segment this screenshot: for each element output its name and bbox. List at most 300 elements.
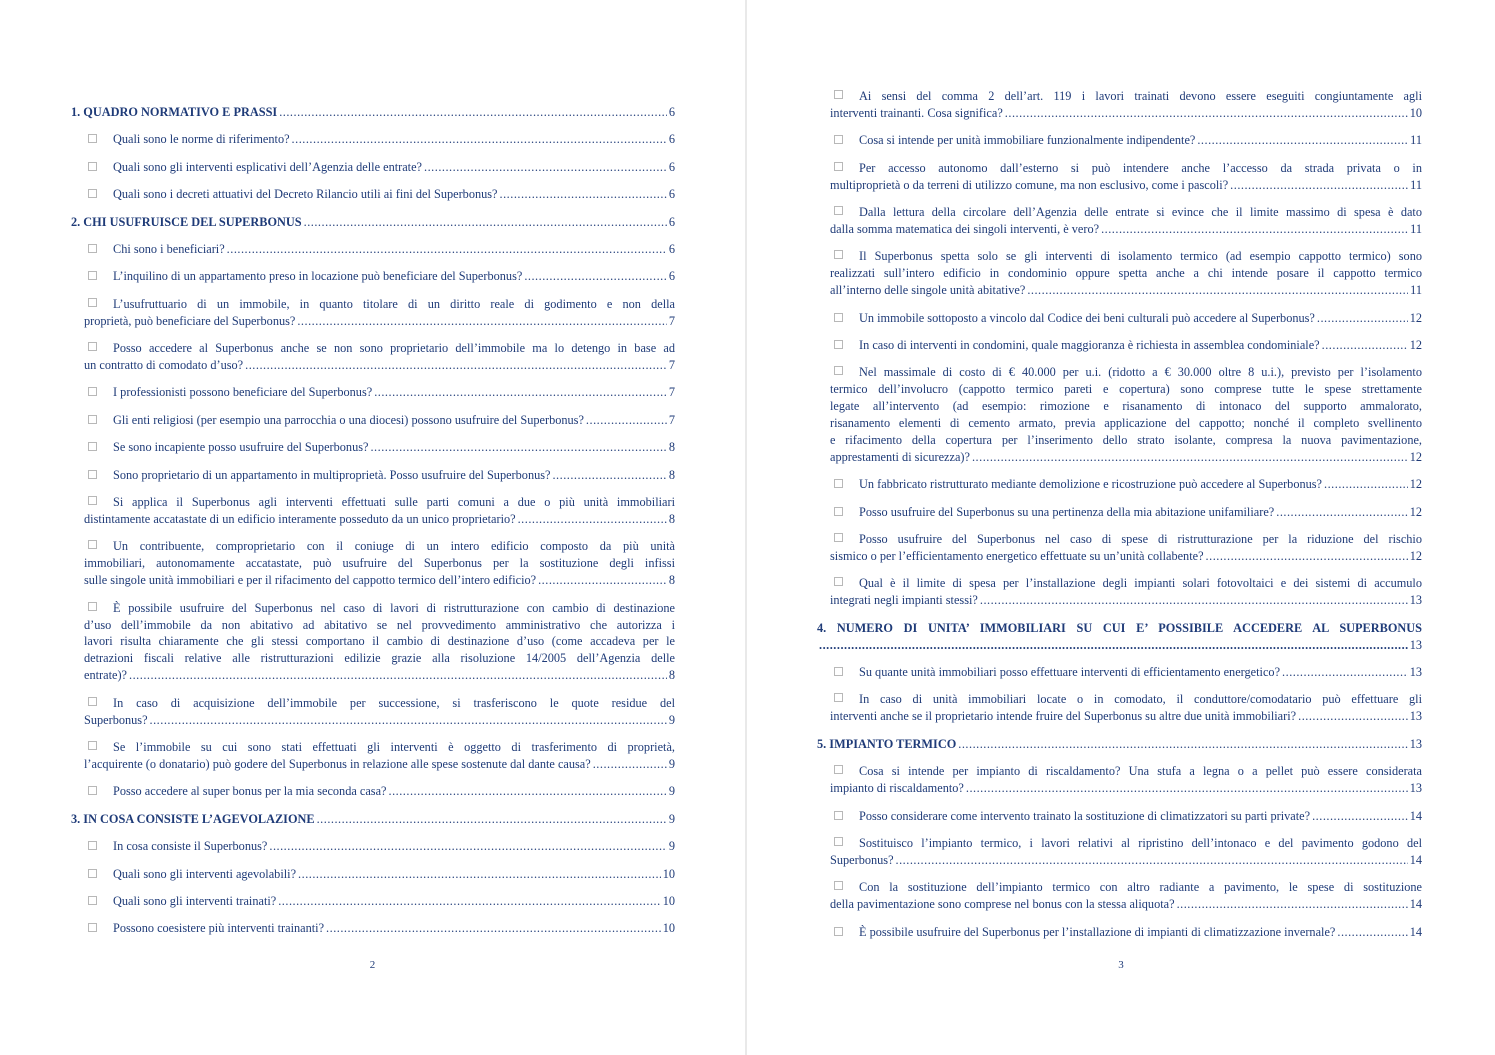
checkbox-bullet-icon: [88, 189, 97, 198]
checkbox-bullet-icon: [88, 896, 97, 905]
toc-entry-line-text: e rifacimento della copertura per l’inserimento dello strato isolante, compresa la nuova pavimentazione,: [830, 433, 1422, 447]
toc-entry[interactable]: [830, 763, 1422, 797]
toc-entry-title: Quali sono gli interventi esplicativi dell’Agenzia delle entrate?: [113, 159, 423, 174]
toc-entry-title: Possono coesistere più interventi trainanti?: [113, 921, 325, 936]
toc-entry[interactable]: [830, 364, 1422, 465]
checkbox-bullet-icon: [88, 540, 97, 549]
toc-entry-line-text: sismico o per l’efficientamento energetico effettuate su un’unità collabente?: [830, 549, 1204, 564]
toc-entry-line: [830, 763, 1422, 780]
toc-entry[interactable]: [84, 783, 675, 800]
toc-section-heading[interactable]: [71, 811, 675, 828]
dot-leader: [298, 866, 661, 883]
checkbox-bullet-icon: [834, 507, 843, 516]
toc-entry[interactable]: [830, 575, 1422, 609]
toc-page-number: 12: [1409, 477, 1422, 492]
toc-entry[interactable]: [84, 494, 675, 528]
dot-leader: [538, 572, 667, 589]
toc-entry-line-text: L’usufruttuario di un immobile, in quanto titolare di un diritto reale di godimento e non della: [113, 296, 675, 311]
toc-page-number: 13: [1409, 665, 1422, 680]
toc-entry-title: L’inquilino di un appartamento preso in locazione può beneficiare del Superbonus?: [113, 269, 523, 284]
toc-entry-line-text: apprestamenti di sicurezza)?: [830, 449, 970, 464]
checkbox-bullet-icon: [88, 786, 97, 795]
toc-page-number: 12: [1409, 337, 1422, 352]
toc-section-heading[interactable]: [71, 214, 675, 231]
toc-page-number: 6: [668, 105, 675, 119]
toc-entry-last-line: [84, 756, 675, 773]
toc-entry-line: [830, 204, 1422, 221]
toc-entry[interactable]: [830, 879, 1422, 913]
toc-page-number: 6: [668, 187, 675, 202]
dot-leader: [317, 811, 667, 828]
dot-leader: [279, 104, 667, 121]
toc-entry-title: 1. QUADRO NORMATIVO E PRASSI: [71, 105, 278, 119]
toc-entry-title: Posso accedere al super bonus per la mia seconda casa?: [113, 784, 387, 799]
toc-entry-line-text: entrate)?: [84, 668, 128, 683]
toc-page-number: 14: [1409, 924, 1422, 939]
toc-entry-line-text: Posso accedere al Superbonus anche se non sono proprietario dell’immobile ma lo detengo in base ad: [113, 341, 675, 356]
dot-leader: [1177, 896, 1408, 913]
dot-leader: [1282, 664, 1408, 681]
toc-entry-line-text: Per accesso autonomo dall’esterno si può intendere anche l’accesso da strada privata o in: [859, 160, 1422, 175]
toc-page-number: 12: [1409, 449, 1422, 464]
dot-leader: [1101, 221, 1408, 238]
toc-entry[interactable]: [84, 439, 675, 456]
toc-entry-line: [84, 538, 675, 555]
toc-entry[interactable]: [84, 893, 675, 910]
toc-entry-line-text: all’interno delle singole unità abitative?: [830, 283, 1026, 298]
toc-entry-line-text: È possibile usufruire del Superbonus nel caso di lavori di ristrutturazione con cambio di destinazione: [113, 600, 675, 615]
checkbox-bullet-icon: [834, 135, 843, 144]
toc-entry-line: [830, 415, 1422, 432]
toc-entry-line-text: In caso di unità immobiliari locate o in comodato, il conduttore/comodatario può effettuare gli: [859, 692, 1422, 707]
toc-entry-line: [84, 695, 675, 712]
toc-entry[interactable]: [84, 739, 675, 773]
toc-page-number: 12: [1409, 549, 1422, 564]
dot-leader: [1324, 476, 1408, 493]
toc-entry-title: Gli enti religiosi (per esempio una parrocchia o una diocesi) possono usufruire del Superbonus?: [113, 412, 584, 427]
toc-entry-last-line: [830, 896, 1422, 913]
checkbox-bullet-icon: [834, 90, 843, 99]
toc-entry-last-line: [84, 511, 675, 528]
checkbox-bullet-icon: [88, 470, 97, 479]
dot-leader: [1322, 337, 1408, 354]
toc-entry-line-text: proprietà, può beneficiare del Superbonus?: [84, 313, 296, 328]
toc-entry-line-text: lavori risulta chiaramente che gli stessi comportano il cambio di destinazione d’uso (come accadeva per le: [84, 634, 675, 649]
toc-entry[interactable]: [84, 412, 675, 429]
toc-entry-line-text: detrazioni fiscali relative alle ristrutturazioni edilizie grazie alla risoluzione 14/2005 dell’Agenzia delle: [84, 651, 675, 666]
toc-entry-title: Quali sono le norme di riferimento?: [113, 132, 290, 147]
toc-page-number: 10: [662, 866, 675, 881]
toc-entry-line-text: distintamente accatastate di un edificio interamente posseduto da un unico proprietario?: [84, 512, 516, 526]
dot-leader: [374, 384, 667, 401]
toc-entry-line-text: risanamento elementi di cemento armato, previa applicazione del cappotto; nonché il completo svellinento: [830, 416, 1422, 431]
toc-entry-line: [84, 617, 675, 634]
checkbox-bullet-icon: [88, 496, 97, 505]
toc-entry-last-line: [830, 708, 1422, 725]
toc-entry-title: Cosa si intende per unità immobiliare funzionalmente indipendente?: [859, 133, 1196, 148]
toc-entry-line-text: l’acquirente (o donatario) può godere del Superbonus in relazione alle spese sostenute dal dante causa?: [84, 756, 591, 771]
toc-page-number: 10: [1409, 105, 1422, 120]
page-left: [0, 0, 745, 1055]
toc-entry[interactable]: [84, 340, 675, 374]
dot-leader: [1197, 132, 1408, 149]
toc-entry[interactable]: [84, 186, 675, 203]
checkbox-bullet-icon: [834, 313, 843, 322]
toc-page-number: 13: [1409, 781, 1422, 796]
toc-page-number: 8: [668, 573, 675, 588]
toc-page-number: 8: [668, 467, 675, 482]
dot-leader: [500, 186, 667, 203]
toc-entry-title: È possibile usufruire del Superbonus per l’installazione di impianti di climatizzazione invernale?: [859, 924, 1336, 939]
dot-leader: [593, 756, 667, 773]
toc-entry-line-text: Sostituisco l’impianto termico, i lavori relativi al ripristino dell’intonaco e del pavimento godono del: [859, 835, 1422, 850]
toc-entry-line-text: interventi trainanti. Cosa significa?: [830, 105, 1003, 120]
toc-entry-line-text: Superbonus?: [84, 712, 148, 727]
toc-entry-line: [830, 364, 1422, 381]
toc-entry-last-line: [84, 313, 675, 330]
toc-entry-last-line: [830, 780, 1422, 797]
toc-section-heading[interactable]: [817, 620, 1422, 654]
toc-entry-last-line: [84, 357, 675, 374]
dot-leader: [1312, 808, 1408, 825]
toc-entry-line-text: Ai sensi del comma 2 dell’art. 119 i lavori trainati devono essere eseguiti congiuntamente agli: [859, 89, 1422, 103]
checkbox-bullet-icon: [88, 602, 97, 611]
toc-entry[interactable]: [830, 204, 1422, 238]
toc-entry-line: [830, 160, 1422, 177]
toc-entry-title: Posso considerare come intervento trainato la sostituzione di climatizzatori su parti private?: [859, 808, 1311, 823]
toc-page-number: 12: [1409, 310, 1422, 325]
toc-entry-line: [84, 494, 675, 511]
toc-entry-last-line: [830, 592, 1422, 609]
checkbox-bullet-icon: [834, 693, 843, 702]
toc-entry[interactable]: [84, 920, 675, 937]
toc-entry-line-text: un contratto di comodato d’uso?: [84, 358, 244, 373]
toc-entry-title: 5. IMPIANTO TERMICO: [817, 736, 957, 751]
toc-entry-title: Un immobile sottoposto a vincolo dal Codice dei beni culturali può accedere al Superbonus?: [859, 310, 1315, 325]
dot-leader: [326, 920, 661, 937]
toc-entry-line: [84, 555, 675, 572]
toc-entry[interactable]: [830, 531, 1422, 565]
checkbox-bullet-icon: [88, 923, 97, 932]
toc-entry-line-text: Un contribuente, comproprietario con il coniuge di un intero edificio composto da più unità: [113, 539, 675, 554]
dot-leader: [524, 268, 667, 285]
dot-leader: [292, 131, 667, 148]
dot-leader: [819, 637, 1408, 654]
toc-entry-line-text: Dalla lettura della circolare dell’Agenzia delle entrate si evince che il limite massimo di spesa è dato: [859, 205, 1422, 220]
toc-page-number: 13: [1409, 709, 1422, 724]
toc-page-number: 11: [1410, 177, 1422, 192]
checkbox-bullet-icon: [834, 667, 843, 676]
checkbox-bullet-icon: [88, 342, 97, 351]
toc-page-number: 9: [668, 839, 675, 854]
toc-entry-line-text: realizzati sull’intero edificio in condominio oppure spetta anche a chi intende posare il cappotto termico: [830, 266, 1422, 281]
toc-entry[interactable]: [84, 384, 675, 401]
toc-entry-title: Posso usufruire del Superbonus su una pertinenza della mia abitazione unifamiliare?: [859, 504, 1275, 519]
toc-entry[interactable]: [830, 835, 1422, 869]
toc-entry[interactable]: [84, 467, 675, 484]
checkbox-bullet-icon: [88, 442, 97, 451]
toc-entry-line-text: Cosa si intende per impianto di riscaldamento? Una stufa a legna o a pellet può essere considerata: [859, 764, 1422, 779]
dot-leader: [552, 467, 666, 484]
toc-entry-title: 2. CHI USUFRUISCE DEL SUPERBONUS: [71, 214, 302, 229]
checkbox-bullet-icon: [88, 298, 97, 307]
toc-section-heading[interactable]: [817, 736, 1422, 753]
toc-entry-line-text: immobiliari, autonomamente accatastate, può usufruire del Superbonus per la sostituzione degli infissi: [84, 556, 675, 571]
toc-entry-line: [830, 381, 1422, 398]
toc-entry-line: [84, 296, 675, 313]
checkbox-bullet-icon: [834, 340, 843, 349]
dot-leader: [958, 736, 1407, 753]
toc-page-number: 9: [668, 784, 675, 799]
toc-entry-line: [84, 650, 675, 667]
dot-leader: [1317, 310, 1408, 327]
toc-entry[interactable]: [830, 132, 1422, 149]
toc-entry-title: Sono proprietario di un appartamento in multiproprietà. Posso usufruire del Superbonus?: [113, 467, 551, 482]
toc-page-number: 8: [668, 668, 675, 683]
toc-entry[interactable]: [84, 695, 675, 729]
dot-leader: [1276, 504, 1407, 521]
table-of-contents-left: [71, 104, 675, 937]
toc-entry-title: In caso di interventi in condomini, quale maggioranza è richiesta in assemblea condominiale?: [859, 337, 1320, 352]
toc-page-number: 10: [662, 893, 675, 908]
toc-entry-line-text: legate all’intervento (ad esempio: rimozione e risanamento di intonaco del supporto ammalorato,: [830, 399, 1422, 414]
dot-leader: [129, 667, 667, 684]
toc-page-number: 14: [1409, 852, 1422, 867]
toc-entry[interactable]: [84, 838, 675, 855]
checkbox-bullet-icon: [834, 366, 843, 375]
toc-entry[interactable]: [830, 924, 1422, 941]
toc-entry[interactable]: [84, 241, 675, 258]
toc-entry-line-text: Si applica il Superbonus agli interventi effettuati sulle parti comuni a due o più unità immobiliari: [113, 495, 675, 510]
toc-entry-line-text: impianto di riscaldamento?: [830, 781, 964, 796]
dot-leader: [980, 592, 1408, 609]
toc-entry-last-line: [84, 572, 675, 589]
toc-entry[interactable]: [84, 131, 675, 148]
toc-entry-last-line: [830, 449, 1422, 466]
checkbox-bullet-icon: [88, 869, 97, 878]
toc-entry-line: [830, 879, 1422, 896]
toc-entry-line-text: integrati negli impianti stessi?: [830, 593, 978, 608]
toc-section-heading[interactable]: [71, 104, 675, 121]
dot-leader: [227, 241, 667, 258]
dot-leader: [1027, 282, 1408, 299]
toc-entry[interactable]: [830, 248, 1422, 299]
toc-entry-line-text: 4. NUMERO DI UNITA’ IMMOBILIARI SU CUI E’ POSSIBILE ACCEDERE AL SUPERBONUS: [817, 620, 1422, 635]
toc-page-number: 8: [668, 440, 675, 455]
toc-page-number: 14: [1409, 897, 1422, 912]
toc-page-number: 11: [1410, 221, 1422, 236]
toc-entry-line: [830, 835, 1422, 852]
toc-entry-line-text: In caso di acquisizione dell’immobile per successione, si trasferiscono le quote residue del: [113, 695, 675, 710]
toc-page-number: 11: [1410, 283, 1422, 298]
toc-entry[interactable]: [830, 160, 1422, 194]
checkbox-bullet-icon: [834, 881, 843, 890]
toc-entry-title: Chi sono i beneficiari?: [113, 242, 225, 257]
dot-leader: [1005, 105, 1408, 122]
toc-entry-line: [830, 432, 1422, 449]
checkbox-bullet-icon: [834, 533, 843, 542]
checkbox-bullet-icon: [834, 811, 843, 820]
toc-page-number: 6: [668, 132, 675, 147]
toc-page-number: 9: [668, 712, 675, 727]
dot-leader: [972, 449, 1408, 466]
checkbox-bullet-icon: [834, 206, 843, 215]
toc-page-number: 12: [1409, 504, 1422, 519]
toc-entry[interactable]: [84, 600, 675, 685]
dot-leader: [150, 712, 667, 729]
toc-entry-title: Se sono incapiente posso usufruire del Superbonus?: [113, 440, 369, 455]
dot-leader: [278, 893, 660, 910]
dot-leader: [966, 780, 1408, 797]
toc-entry[interactable]: [84, 866, 675, 883]
toc-entry-title: Quali sono i decreti attuativi del Decreto Rilancio utili ai fini del Superbonus?: [113, 187, 498, 202]
dot-leader: [424, 159, 667, 176]
toc-entry-last-line: [817, 637, 1422, 654]
toc-entry-line: [830, 265, 1422, 282]
toc-entry-last-line: [830, 221, 1422, 238]
dot-leader: [389, 783, 667, 800]
toc-page-number: 6: [668, 159, 675, 174]
toc-page-number: 7: [668, 412, 675, 427]
checkbox-bullet-icon: [88, 162, 97, 171]
toc-entry-line-text: Superbonus?: [830, 852, 894, 867]
toc-entry[interactable]: [84, 159, 675, 176]
toc-entry-title: Quali sono gli interventi agevolabili?: [113, 866, 297, 881]
dot-leader: [269, 838, 666, 855]
toc-entry-line-text: dalla somma matematica dei singoli interventi, è vero?: [830, 221, 1100, 236]
toc-entry[interactable]: [84, 268, 675, 285]
toc-entry-title: I professionisti possono beneficiare del Superbonus?: [113, 385, 373, 400]
toc-entry-line-text: multiproprietà o da terreni di utilizzo comune, ma non esclusivo, come i pascoli?: [830, 177, 1229, 192]
toc-page-number: 7: [668, 358, 675, 373]
page-right: [747, 0, 1495, 1055]
toc-entry-last-line: [84, 712, 675, 729]
toc-page-number: 6: [668, 214, 675, 229]
toc-entry[interactable]: [830, 691, 1422, 725]
checkbox-bullet-icon: [88, 415, 97, 424]
toc-entry-title: 3. IN COSA CONSISTE L’AGEVOLAZIONE: [71, 811, 315, 826]
dot-leader: [370, 439, 666, 456]
toc-entry-title: Un fabbricato ristrutturato mediante demolizione e ricostruzione può accedere al Superbonus?: [859, 477, 1323, 492]
toc-entry-last-line: [830, 548, 1422, 565]
page-number-left: 2: [369, 959, 376, 971]
checkbox-bullet-icon: [88, 697, 97, 706]
toc-page-number: 11: [1410, 133, 1422, 148]
toc-entry[interactable]: [830, 476, 1422, 493]
toc-entry-line-text: d’uso dell’immobile da non abitativo ad abitativo se nel provvedimento amministrativo che autorizza i: [84, 617, 675, 632]
toc-entry-line-text: Se l’immobile su cui sono stati effettuati gli interventi è oggetto di trasferimento di proprietà,: [113, 739, 675, 754]
toc-page-number: 10: [662, 921, 675, 936]
checkbox-bullet-icon: [88, 841, 97, 850]
toc-entry-line: [84, 600, 675, 617]
toc-entry-line: [830, 398, 1422, 415]
checkbox-bullet-icon: [88, 271, 97, 280]
toc-page-number: 8: [668, 512, 675, 526]
toc-entry-last-line: [830, 282, 1422, 299]
toc-page-number: 6: [668, 242, 675, 257]
dot-leader: [1230, 177, 1408, 194]
dot-leader: [304, 214, 667, 231]
toc-entry[interactable]: [830, 504, 1422, 521]
toc-entry-line: [830, 531, 1422, 548]
toc-entry-line-text: sulle singole unità immobiliari e per il rifacimento del cappotto termico dell’intero edificio?: [84, 573, 537, 588]
toc-entry-line-text: Posso usufruire del Superbonus nel caso di spese di ristrutturazione per la riduzione del rischio: [859, 532, 1422, 547]
toc-entry-line-text: Qual è il limite di spesa per l’installazione degli impianti solari fotovoltaici e dei sistemi di accumulo: [859, 576, 1422, 591]
toc-entry[interactable]: [830, 310, 1422, 327]
toc-page-number: 6: [668, 269, 675, 284]
toc-entry[interactable]: [830, 88, 1422, 122]
dot-leader: [1337, 924, 1407, 941]
dot-leader: [1298, 708, 1408, 725]
toc-entry[interactable]: [84, 296, 675, 330]
toc-entry-line: [830, 88, 1422, 105]
dot-leader: [1206, 548, 1408, 565]
toc-page-number: 14: [1409, 808, 1422, 823]
toc-entry-line: [817, 620, 1422, 637]
toc-entry[interactable]: [830, 664, 1422, 681]
toc-entry-last-line: [84, 667, 675, 684]
checkbox-bullet-icon: [834, 577, 843, 586]
checkbox-bullet-icon: [834, 162, 843, 171]
checkbox-bullet-icon: [88, 741, 97, 750]
table-of-contents-right: [817, 88, 1422, 940]
toc-entry-line: [84, 340, 675, 357]
toc-entry-title: Su quante unità immobiliari posso effettuare interventi di efficientamento energetico?: [859, 665, 1281, 680]
toc-entry[interactable]: [830, 337, 1422, 354]
toc-entry-line-text: termico dell’involucro (cappotto termico pareti e copertura) sono comprese tutte le spese strettamente: [830, 382, 1422, 397]
toc-entry-line: [84, 633, 675, 650]
toc-entry-line: [830, 575, 1422, 592]
toc-entry[interactable]: [84, 538, 675, 589]
page-number-right: 3: [1118, 959, 1124, 971]
toc-entry-line-text: interventi anche se il proprietario intende fruire del Superbonus su altre due unità immobiliari?: [830, 709, 1297, 724]
toc-entry-line: [84, 739, 675, 756]
toc-entry-last-line: [830, 177, 1422, 194]
toc-entry-line-text: Con la sostituzione dell’impianto termico con altro radiante a pavimento, le spese di sostituzione: [859, 880, 1422, 895]
checkbox-bullet-icon: [88, 387, 97, 396]
checkbox-bullet-icon: [834, 479, 843, 488]
dot-leader: [297, 313, 666, 330]
toc-entry-line-text: Il Superbonus spetta solo se gli interventi di isolamento termico (ad esempio cappotto termico) sono: [859, 249, 1422, 264]
checkbox-bullet-icon: [88, 244, 97, 253]
checkbox-bullet-icon: [88, 134, 97, 143]
toc-page-number: 13: [1409, 736, 1422, 751]
toc-page-number: 9: [668, 756, 675, 771]
toc-entry-title: Quali sono gli interventi trainati?: [113, 893, 277, 908]
toc-entry-title: In cosa consiste il Superbonus?: [113, 839, 268, 854]
toc-page-number: 13: [1409, 637, 1422, 652]
toc-page-number: 13: [1409, 593, 1422, 608]
toc-entry[interactable]: [830, 808, 1422, 825]
toc-entry-line-text: della pavimentazione sono comprese nel bonus con la stessa aliquota?: [830, 897, 1175, 912]
dot-leader: [245, 357, 667, 374]
checkbox-bullet-icon: [834, 927, 843, 936]
toc-entry-last-line: [830, 852, 1422, 869]
toc-entry-line: [830, 248, 1422, 265]
toc-entry-last-line: [830, 105, 1422, 122]
toc-page-number: 9: [668, 811, 675, 826]
dot-leader: [586, 412, 667, 429]
toc-entry-line-text: Nel massimale di costo di € 40.000 per u.i. (ridotto a € 30.000 oltre 8 u.i.), previsto per l’isolamento: [859, 365, 1422, 380]
dot-leader: [518, 511, 667, 528]
toc-page-number: 7: [668, 385, 675, 400]
dot-leader: [896, 852, 1408, 869]
toc-entry-line: [830, 691, 1422, 708]
toc-page-number: 7: [668, 313, 675, 328]
checkbox-bullet-icon: [834, 765, 843, 774]
checkbox-bullet-icon: [834, 250, 843, 259]
checkbox-bullet-icon: [834, 837, 843, 846]
